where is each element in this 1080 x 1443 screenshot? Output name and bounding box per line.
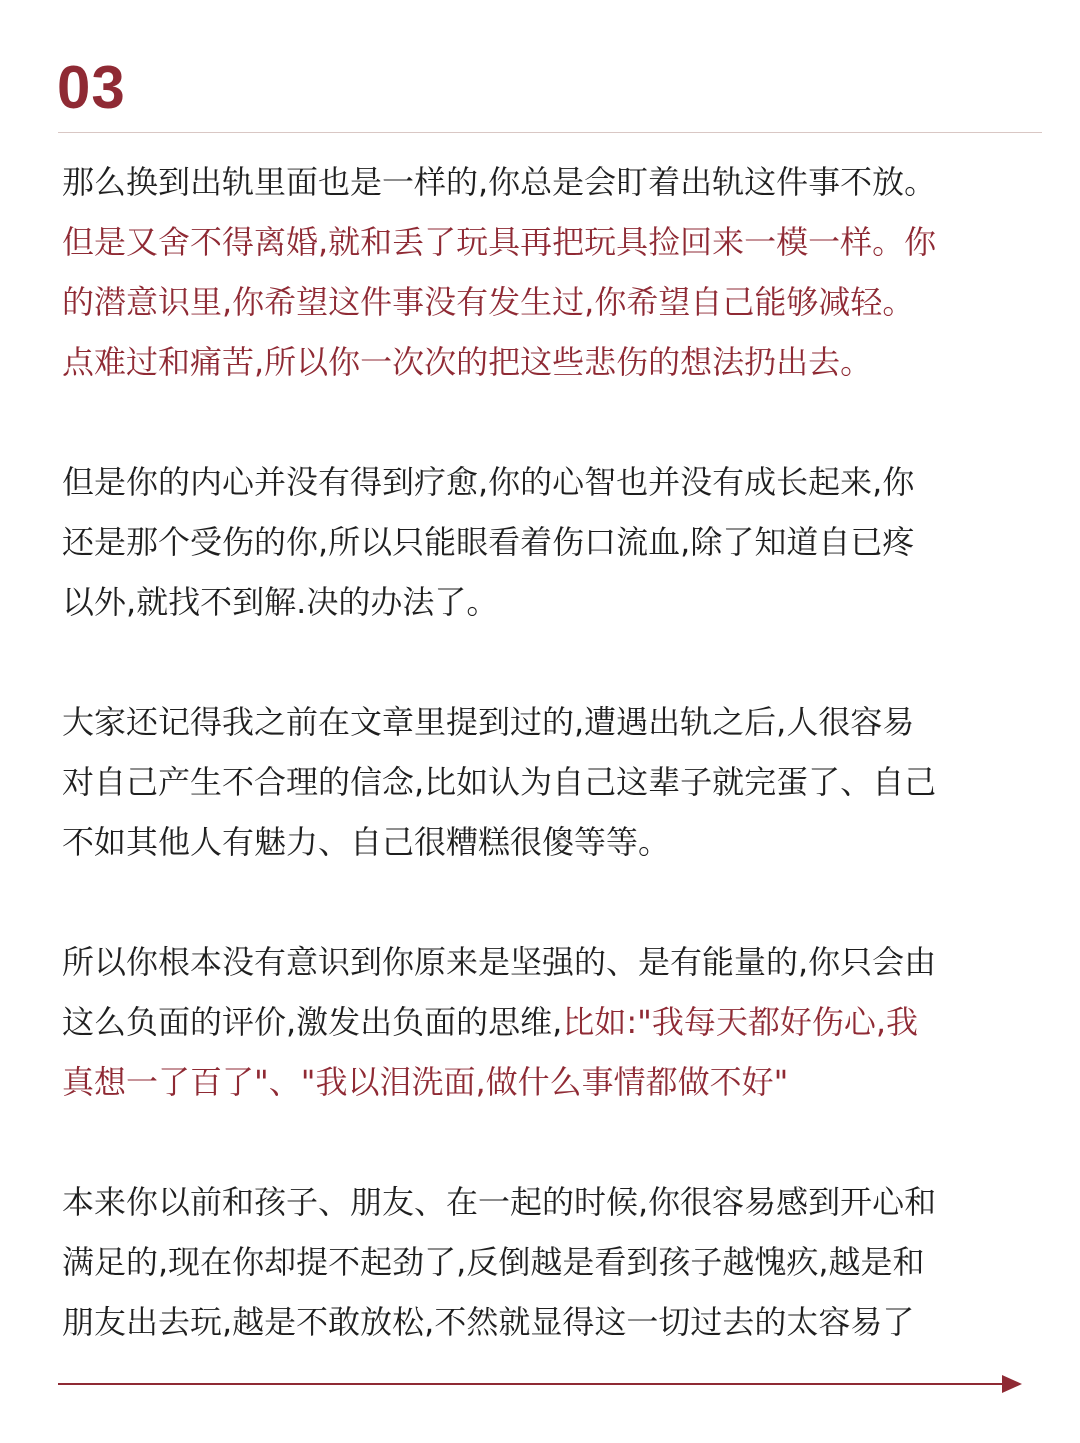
section-number: 03: [57, 54, 126, 121]
highlighted-text-line: 点难过和痛苦,所以你一次次的把这些悲伤的想法扔出去。: [62, 343, 873, 381]
highlighted-text-line: 但是又舍不得离婚,就和丢了玩具再把玩具捡回来一模一样。你: [62, 223, 937, 261]
highlighted-quote: 比如:"我每天都好伤心,我: [562, 1003, 919, 1041]
paragraph-4: [62, 932, 1022, 1112]
paragraph-2: [62, 452, 1022, 632]
highlighted-quote: 真想一了百了"、"我以泪洗面,做什么事情都做不好": [62, 1063, 789, 1101]
top-divider: [58, 132, 1042, 133]
text-line: 大家还记得我之前在文章里提到过的,遭遇出轨之后,人很容易: [62, 703, 915, 741]
article-body: [62, 152, 1022, 1352]
paragraph-3: [62, 692, 1022, 872]
highlighted-text-line: 的潜意识里,你希望这件事没有发生过,你希望自己能够减轻。: [62, 283, 915, 321]
text-line: 朋友出去玩,越是不敢放松,不然就显得这一切过去的太容易了: [62, 1303, 915, 1341]
mixed-text-line: [62, 992, 1022, 1052]
paragraph-5: [62, 1172, 1022, 1352]
text-line: 以外,就找不到解.决的办法了。: [62, 583, 499, 621]
text-line: 对自己产生不合理的信念,比如认为自己这辈子就完蛋了、自己: [62, 763, 937, 801]
text-line: 那么换到出轨里面也是一样的,你总是会盯着出轨这件事不放。: [62, 163, 937, 201]
text-segment: 这么负面的评价,激发出负面的思维,: [62, 1003, 563, 1041]
arrow-right-icon: [1002, 1375, 1022, 1393]
text-line: 所以你根本没有意识到你原来是坚强的、是有能量的,你只会由: [62, 943, 937, 981]
paragraph-1: [62, 152, 1022, 392]
text-line: 满足的,现在你却提不起劲了,反倒越是看到孩子越愧疚,越是和: [62, 1243, 925, 1281]
text-line: 不如其他人有魅力、自己很糟糕很傻等等。: [62, 823, 671, 861]
bottom-divider: [58, 1383, 1006, 1385]
text-line: 但是你的内心并没有得到疗愈,你的心智也并没有成长起来,你: [62, 463, 915, 501]
text-line: 还是那个受伤的你,所以只能眼看着伤口流血,除了知道自已疼: [62, 523, 915, 561]
text-line: 本来你以前和孩子、朋友、在一起的时候,你很容易感到开心和: [62, 1183, 937, 1221]
